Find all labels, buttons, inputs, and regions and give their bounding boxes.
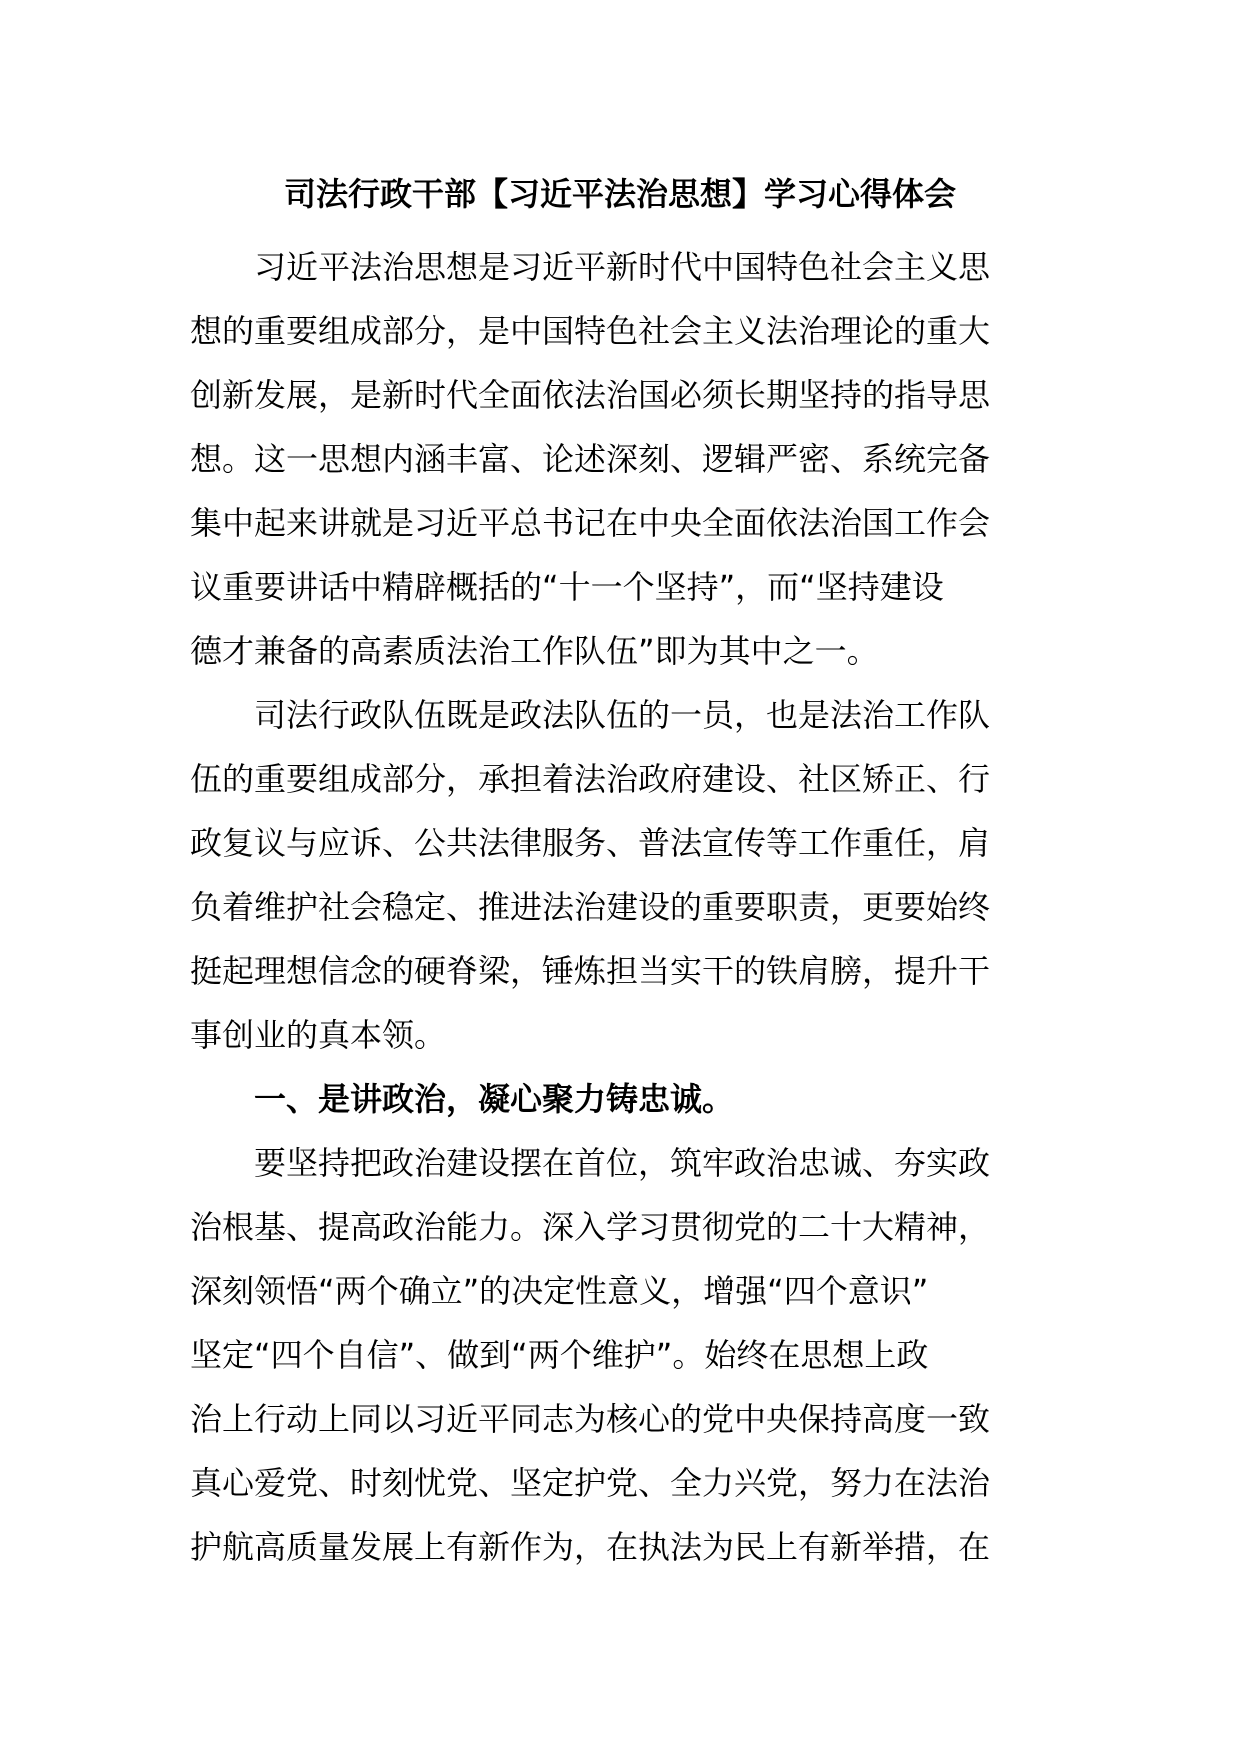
paragraph-3-line-4: 坚定“四个自信”、做到“两个维护”。始终在思想上政 bbox=[190, 1336, 929, 1374]
paragraph-3-line-7: 护航高质量发展上有新作为，在执法为民上有新举措，在 bbox=[190, 1528, 991, 1566]
paragraph-3-line-3: 深刻领悟“两个确立”的决定性意义，增强“四个意识” bbox=[190, 1272, 929, 1310]
paragraph-2-line-4: 负着维护社会稳定、推进法治建设的重要职责，更要始终 bbox=[190, 888, 991, 926]
paragraph-2-line-6: 事创业的真本领。 bbox=[190, 1016, 447, 1054]
paragraph-1-line-3: 创新发展，是新时代全面依法治国必须长期坚持的指导思 bbox=[190, 376, 991, 414]
paragraph-1-line-6: 议重要讲话中精辟概括的“十一个坚持”，而“坚持建设 bbox=[190, 568, 944, 606]
paragraph-1-line-4: 想。这一思想内涵丰富、论述深刻、逻辑严密、系统完备 bbox=[190, 440, 991, 478]
paragraph-3-line-6: 真心爱党、时刻忧党、坚定护党、全力兴党，努力在法治 bbox=[190, 1464, 991, 1502]
paragraph-3-line-2: 治根基、提高政治能力。深入学习贯彻党的二十大精神， bbox=[190, 1208, 991, 1246]
paragraph-2-line-5: 挺起理想信念的硬脊梁，锤炼担当实干的铁肩膀，提升干 bbox=[190, 952, 991, 990]
document-body bbox=[190, 235, 1070, 1579]
paragraph-1-line-7: 德才兼备的高素质法治工作队伍”即为其中之一。 bbox=[190, 632, 879, 670]
paragraph-2-line-2: 伍的重要组成部分，承担着法治政府建设、社区矫正、行 bbox=[190, 760, 991, 798]
document-title: 司法行政干部【习近平法治思想】学习心得体会 bbox=[283, 175, 956, 213]
paragraph-2-line-1: 司法行政队伍既是政法队伍的一员，也是法治工作队 bbox=[254, 696, 991, 734]
paragraph-1-line-2: 想的重要组成部分，是中国特色社会主义法治理论的重大 bbox=[190, 312, 991, 350]
paragraph-1-line-5: 集中起来讲就是习近平总书记在中央全面依法治国工作会 bbox=[190, 504, 991, 542]
paragraph-1-line-1: 习近平法治思想是习近平新时代中国特色社会主义思 bbox=[254, 248, 991, 286]
paragraph-3-line-1: 要坚持把政治建设摆在首位，筑牢政治忠诚、夯实政 bbox=[254, 1144, 991, 1182]
paragraph-3-line-5: 治上行动上同以习近平同志为核心的党中央保持高度一致 bbox=[190, 1400, 991, 1438]
paragraph-2-line-3: 政复议与应诉、公共法律服务、普法宣传等工作重任，肩 bbox=[190, 824, 991, 862]
section-heading-1: 一、是讲政治，凝心聚力铸忠诚。 bbox=[254, 1080, 735, 1118]
